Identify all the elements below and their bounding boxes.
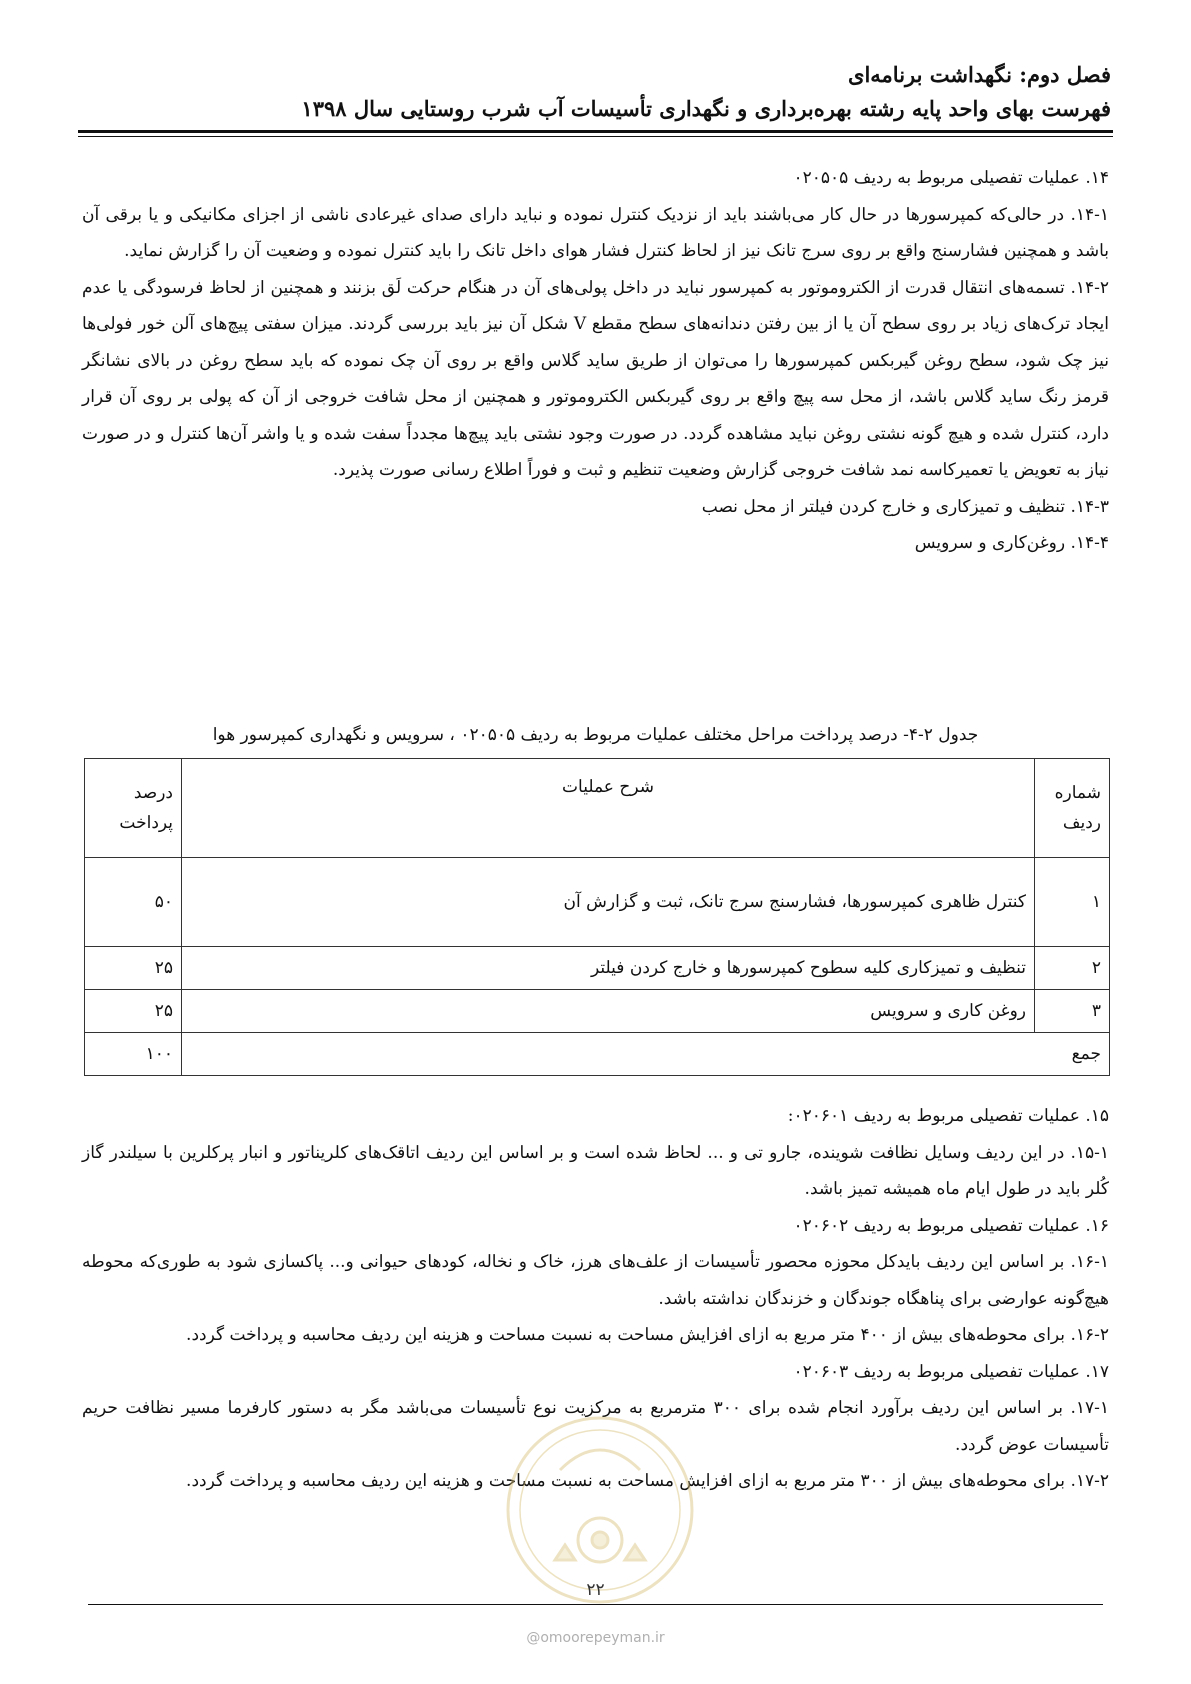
section-16-heading: ۱۶. عملیات تفصیلی مربوط به ردیف ۰۲۰۶۰۲: [793, 1215, 1109, 1236]
row-number: ۲: [1035, 947, 1110, 990]
paragraph-16-1: ۱۶-۱. بر اساس این ردیف بایدکل محوزه محصور تأسیسات از علف‌های هرز، خاک و نخاله، کودهای حیوانی و... پاکسازی شود به طوری‌که محوطه هیچ‌گونه عوارضی برای پناهگاه جوندگان و خزندگان نداشته باشد.: [82, 1252, 1109, 1309]
row-description: روغن کاری و سرویس: [182, 990, 1035, 1033]
document-title: فهرست بهای واحد پایه رشته بهره‌برداری و نگهداری تأسیسات آب شرب روستایی سال ۱۳۹۸: [301, 96, 1111, 121]
row-percent: ۵۰: [85, 858, 182, 947]
page-header: [80, 58, 1111, 126]
row-number: ۱: [1035, 858, 1110, 947]
total-label: جمع: [182, 1033, 1110, 1076]
paragraph-17-1: ۱۷-۱. بر اساس این ردیف برآورد انجام شده برای ۳۰۰ مترمربع به مرکزیت نوع تأسیسات می‌باشد مگر به دستور کارفرما مسیر نظافت حریم تأسیسات عوض گردد.: [82, 1398, 1109, 1455]
header-rule-thick: [78, 130, 1113, 133]
section-14: [82, 160, 1109, 562]
operations-table: [84, 758, 1110, 1076]
table-row: [85, 990, 1110, 1033]
row-description: تنظیف و تمیزکاری کلیه سطوح کمپرسورها و خارج کردن فیلتر: [182, 947, 1035, 990]
table-header-row: [85, 759, 1110, 858]
paragraph-15-1: ۱۵-۱. در این ردیف وسایل نظافت شوینده، جارو تی و ... لحاظ شده است و بر اساس این ردیف اتاقک‌های کلریناتور و انبار پرکلرین با سیلندر گاز کُلر باید در طول ایام ماه همیشه تمیز باشد.: [82, 1142, 1109, 1199]
paragraph-14-3: ۱۴-۳. تنظیف و تمیزکاری و خارج کردن فیلتر از محل نصب: [701, 496, 1109, 517]
total-value: ۱۰۰: [85, 1033, 182, 1076]
paragraph-14-2: ۱۴-۲. تسمه‌های انتقال قدرت از الکتروموتور به کمپرسور نباید در داخل پولی‌های آن در هنگام حرکت لَق بزنند و همچنین از لحاظ فرسودگی یا عدم ایجاد ترک‌های زیاد بر روی سطح آن یا از بین رفتن دندانه‌های سطح مقطع V شکل آن نیز باید بررسی گردند. میزان سفتی پیچ‌های آلن خور فولی‌ها نیز چک شود، سطح روغن گیربکس کمپرسورها را می‌توان از طریق ساید گلاس واقع بر روی آن چک نموده که باید سطح روغن در بالای نشانگر قرمز رنگ ساید گلاس باشد، از محل سه پیچ واقع بر روی گیربکس الکتروموتور و همچنین از محل شافت خروجی از آن که پولی بر روی آن قرار دارد، کنترل شده و هیچ گونه نشتی روغن نباید مشاهده گردد. در صورت وجود نشتی باید پیچ‌ها مجدداً سفت شده و یا واشر آن‌ها کنترل و در صورت نیاز به تعویض یا تعمیرکاسه نمد شافت خروجی گزارش وضعیت تنظیم و ثبت و فوراً اطلاع رسانی صورت پذیرد.: [82, 277, 1109, 480]
row-number: ۳: [1035, 990, 1110, 1033]
table-caption: جدول ۲-۴- درصد پرداخت مراحل مختلف عملیات مربوط به ردیف ۰۲۰۵۰۵ ، سرویس و نگهداری کمپرسور هوا: [212, 725, 979, 745]
paragraph-14-1: ۱۴-۱. در حالی‌که کمپرسورها در حال کار می‌باشند باید از نزدیک کنترل نموده و نباید دارای صدای غیرعادی ناشی از اجزای مکانیکی و یا برقی آن باشد و همچنین فشارسنج واقع بر روی سرج تانک نیز از لحاظ کنترل فشار هوای داخل تانک را باید کنترل نموده و وضعیت آن را گزارش نماید.: [82, 204, 1109, 261]
table-row: [85, 947, 1110, 990]
table-row: [85, 858, 1110, 947]
paragraph-14-4: ۱۴-۴. روغن‌کاری و سرویس: [914, 533, 1109, 553]
table-total-row: [85, 1033, 1110, 1076]
paragraph-16-2: ۱۶-۲. برای محوطه‌های بیش از ۴۰۰ متر مربع به ازای افزایش مساحت به نسبت مساحت و هزینه این ردیف محاسبه و پرداخت گردد.: [186, 1325, 1109, 1345]
row-percent: ۲۵: [85, 947, 182, 990]
chapter-title: فصل دوم: نگهداشت برنامه‌ای: [848, 62, 1111, 87]
paragraph-17-2: ۱۷-۲. برای محوطه‌های بیش از ۳۰۰ متر مربع به ازای افزایش مساحت به نسبت مساحت و هزینه این ردیف محاسبه و پرداخت گردد.: [186, 1471, 1109, 1491]
section-17-heading: ۱۷. عملیات تفصیلی مربوط به ردیف ۰۲۰۶۰۳: [793, 1361, 1109, 1382]
row-description: کنترل ظاهری کمپرسورها، فشارسنج سرج تانک، ثبت و گزارش آن: [182, 858, 1035, 947]
header-description: شرح عملیات: [182, 759, 1035, 858]
header-payment-percent: درصد پرداخت: [85, 759, 182, 858]
website-watermark: @omoorepeyman.ir: [526, 1630, 665, 1646]
row-percent: ۲۵: [85, 990, 182, 1033]
section-14-heading: ۱۴. عملیات تفصیلی مربوط به ردیف ۰۲۰۵۰۵: [793, 168, 1109, 188]
header-row-number: شماره ردیف: [1035, 759, 1110, 858]
header-rule-thin: [78, 136, 1113, 137]
page-number: ۲۲: [586, 1580, 605, 1600]
section-15-heading: ۱۵. عملیات تفصیلی مربوط به ردیف ۰۲۰۶۰۱:: [787, 1106, 1109, 1126]
footer-rule: [88, 1604, 1103, 1605]
